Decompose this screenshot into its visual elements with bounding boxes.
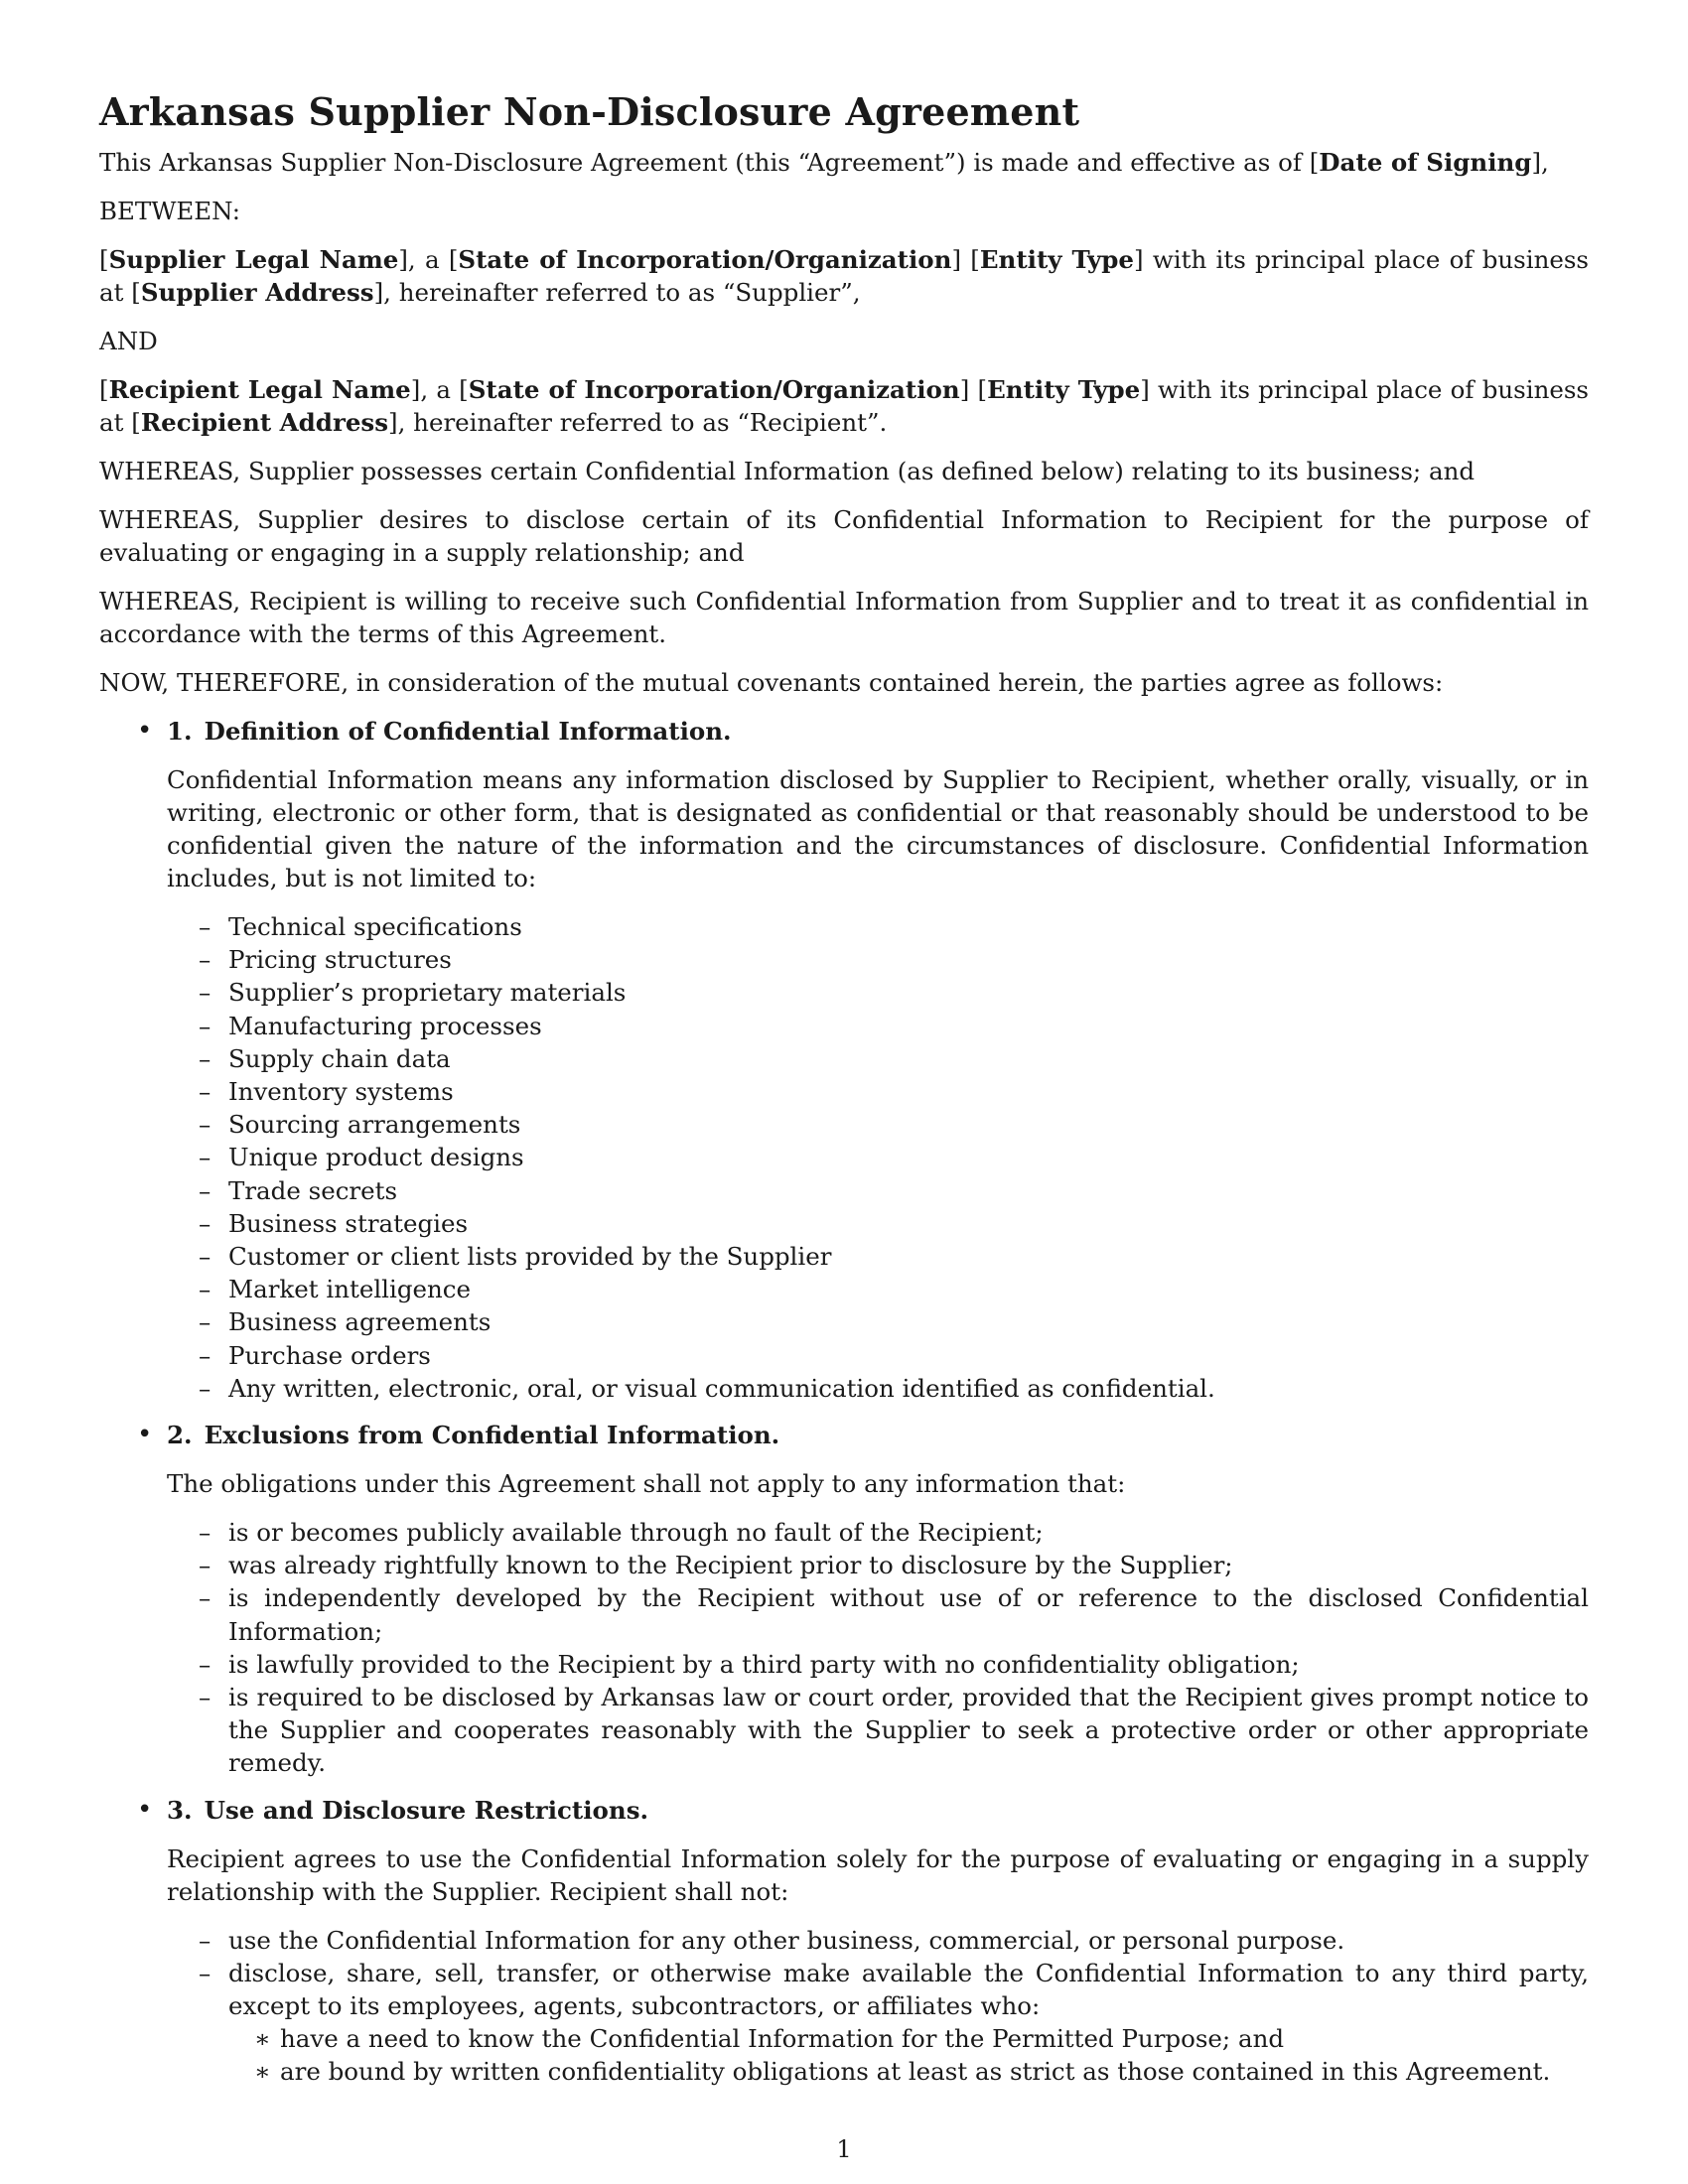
list-item: – Customer or client lists provided by the Supplier (167, 1240, 1589, 1273)
whereas-clause: WHEREAS, Supplier possesses certain Confidential Information (as defined below) relating to its business; and (99, 457, 1476, 485)
list-item: – Sourcing arrangements (167, 1108, 1589, 1141)
list-item: – Purchase orders (167, 1339, 1589, 1372)
section-2-title: • 2. Exclusions from Confidential Information. (167, 1421, 780, 1450)
list-item: – Manufacturing processes (167, 1010, 1589, 1042)
list-item: – Pricing structures (167, 943, 1589, 976)
list-item: – is or becomes publicly available through no fault of the Recipient; (167, 1516, 1589, 1549)
list-item: – Business agreements (167, 1305, 1589, 1338)
list-item: – Trade secrets (167, 1174, 1589, 1207)
supplier-entity-placeholder: Entity Type (979, 245, 1135, 274)
section-3 (99, 1794, 1589, 2089)
section-1-items (167, 910, 1589, 1405)
list-item: – Business strategies (167, 1207, 1589, 1240)
whereas-clause: WHEREAS, Supplier desires to disclose certain of its Confidential Information to Recipient for the purpose of evaluating or engaging in a supply relationship; and (99, 505, 1589, 567)
recipient-paragraph: [Recipient Legal Name], a [State of Incorporation/Organization] [Entity Type] with its principal place of business at [Recipient Address], hereinafter referred to as “Recipient”. (99, 375, 1590, 437)
list-item: – is independently developed by the Recipient without use of or reference to the disclosed Confidential Information; (167, 1581, 1589, 1647)
and-label: AND (99, 327, 158, 355)
document-page (99, 0, 1589, 2184)
section-1 (99, 715, 1589, 1405)
intro-paragraph: This Arkansas Supplier Non-Disclosure Agreement (this “Agreement”) is made and effective as of [Date of Signing], (99, 148, 1549, 177)
list-item: – is required to be disclosed by Arkansas law or court order, provided that the Recipient gives prompt notice to the Supplier and cooperates reasonably with the Supplier to seek a protective order or other appropriate remedy. (167, 1681, 1589, 1780)
page-number: 1 (836, 2135, 852, 2163)
document-title: Arkansas Supplier Non-Disclosure Agreement (99, 89, 1080, 134)
list-item: – use the Confidential Information for any other business, commercial, or personal purpose. (167, 1924, 1589, 1957)
section-2-body: The obligations under this Agreement shall not apply to any information that: (167, 1469, 1126, 1499)
list-item: – Unique product designs (167, 1141, 1589, 1173)
list-item: – is lawfully provided to the Recipient by a third party with no confidentiality obligation; (167, 1648, 1589, 1681)
between-label: BETWEEN: (99, 197, 240, 225)
sub-list-item: ∗ have a need to know the Confidential Information for the Permitted Purpose; and (228, 2022, 1589, 2055)
section-3-title: • 3. Use and Disclosure Restrictions. (167, 1795, 649, 1825)
whereas-clause: WHEREAS, Recipient is willing to receive such Confidential Information from Supplier and to treat it as confidential in accordance with the terms of this Agreement. (99, 587, 1589, 648)
list-item: – was already rightfully known to the Recipient prior to disclosure by the Supplier; (167, 1549, 1589, 1581)
list-item: – Supplier’s proprietary materials (167, 976, 1589, 1009)
recipient-address-placeholder: Recipient Address (140, 408, 389, 437)
section-1-body: Confidential Information means any information disclosed by Supplier to Recipient, whether orally, visually, or in writing, electronic or other form, that is designated as confidential or that reasonably should be understood to be confidential given the nature of the information and the circumstances of disclosure. Confidential Information includes, but is not limited to: (167, 765, 1589, 892)
section-list (99, 715, 1589, 2089)
list-item: – disclose, share, sell, transfer, or otherwise make available the Confidential Information to any third party, except to its employees, agents, subcontractors, or affiliates who: ∗ have a need to know the Confidential Information for the Permitted Purpose; and ∗ are bound by written confidentiality obligations at least as strict as those contained in this Agreement. (167, 1957, 1589, 2089)
section-3-items (167, 1924, 1589, 2089)
list-item: – Any written, electronic, oral, or visual communication identified as confidential. (167, 1372, 1589, 1405)
section-2 (99, 1419, 1589, 1780)
section-3-body: Recipient agrees to use the Confidential Information solely for the purpose of evaluating or engaging in a supply relationship with the Supplier. Recipient shall not: (167, 1843, 1589, 1906)
recipient-name-placeholder: Recipient Legal Name (108, 375, 411, 404)
now-therefore-clause: NOW, THEREFORE, in consideration of the mutual covenants contained herein, the parties agree as follows: (99, 668, 1444, 697)
list-item: – Technical specifications (167, 910, 1589, 943)
recipient-entity-placeholder: Entity Type (987, 375, 1141, 404)
sub-list-item: ∗ are bound by written confidentiality obligations at least as strict as those contained in this Agreement. (228, 2055, 1589, 2088)
list-item: – Inventory systems (167, 1075, 1589, 1108)
section-1-title: • 1. Definition of Confidential Information. (167, 717, 732, 746)
supplier-state-placeholder: State of Incorporation/Organization (458, 245, 952, 274)
list-item: – Supply chain data (167, 1042, 1589, 1075)
recipient-state-placeholder: State of Incorporation/Organization (468, 375, 960, 404)
list-item: – Market intelligence (167, 1273, 1589, 1305)
supplier-paragraph: [Supplier Legal Name], a [State of Incorporation/Organization] [Entity Type] with its principal place of business at [Supplier Address], hereinafter referred to as “Supplier”, (99, 245, 1589, 307)
date-placeholder: Date of Signing (1319, 148, 1532, 177)
section-3-subitems (228, 2022, 1589, 2088)
supplier-name-placeholder: Supplier Legal Name (108, 245, 399, 274)
supplier-address-placeholder: Supplier Address (140, 278, 374, 307)
section-2-items (167, 1516, 1589, 1780)
